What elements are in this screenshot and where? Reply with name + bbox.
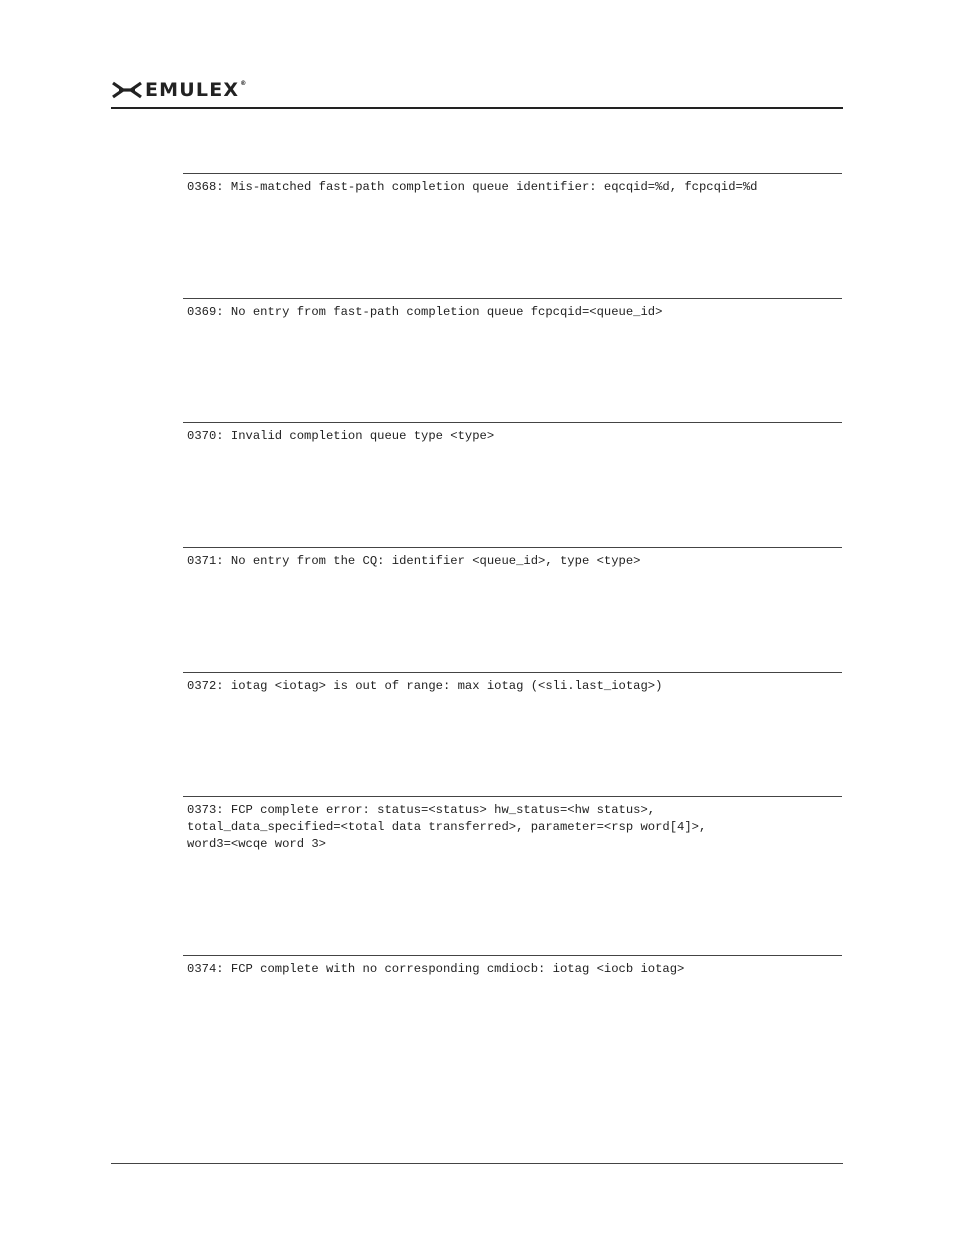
emulex-logo [111, 80, 247, 100]
message-entry-0372 [183, 672, 842, 695]
logo-wordmark: EMULEX® [145, 79, 248, 101]
trademark-symbol: ® [240, 80, 248, 87]
footer-divider [111, 1163, 843, 1164]
message-text: 0372: iotag <iotag> is out of range: max iotag (<sli.last_iotag>) [187, 679, 663, 693]
message-entry-0370 [183, 422, 842, 445]
message-entry-0368 [183, 173, 842, 196]
message-entry-0371 [183, 547, 842, 570]
message-text: 0369: No entry from fast-path completion queue fcpcqid=<queue_id> [187, 305, 663, 319]
message-text: 0370: Invalid completion queue type <type> [187, 429, 495, 443]
message-text: 0374: FCP complete with no corresponding cmdiocb: iotag <iocb iotag> [187, 962, 685, 976]
message-entry-0369 [183, 298, 842, 321]
message-text: 0368: Mis-matched fast-path completion queue identifier: eqcqid=%d, fcpcqid=%d [187, 180, 758, 194]
message-entry-0373 [183, 796, 842, 853]
message-text: 0373: FCP complete error: status=<status> hw_status=<hw status>, total_data_specified=<total data transferred>, parameter=<rsp word[4]>, word3=<wcqe word 3> [187, 803, 707, 851]
page-header [111, 78, 843, 109]
emulex-mark-icon [111, 81, 143, 99]
message-entry-0374 [183, 955, 842, 978]
message-text: 0371: No entry from the CQ: identifier <queue_id>, type <type> [187, 554, 641, 568]
